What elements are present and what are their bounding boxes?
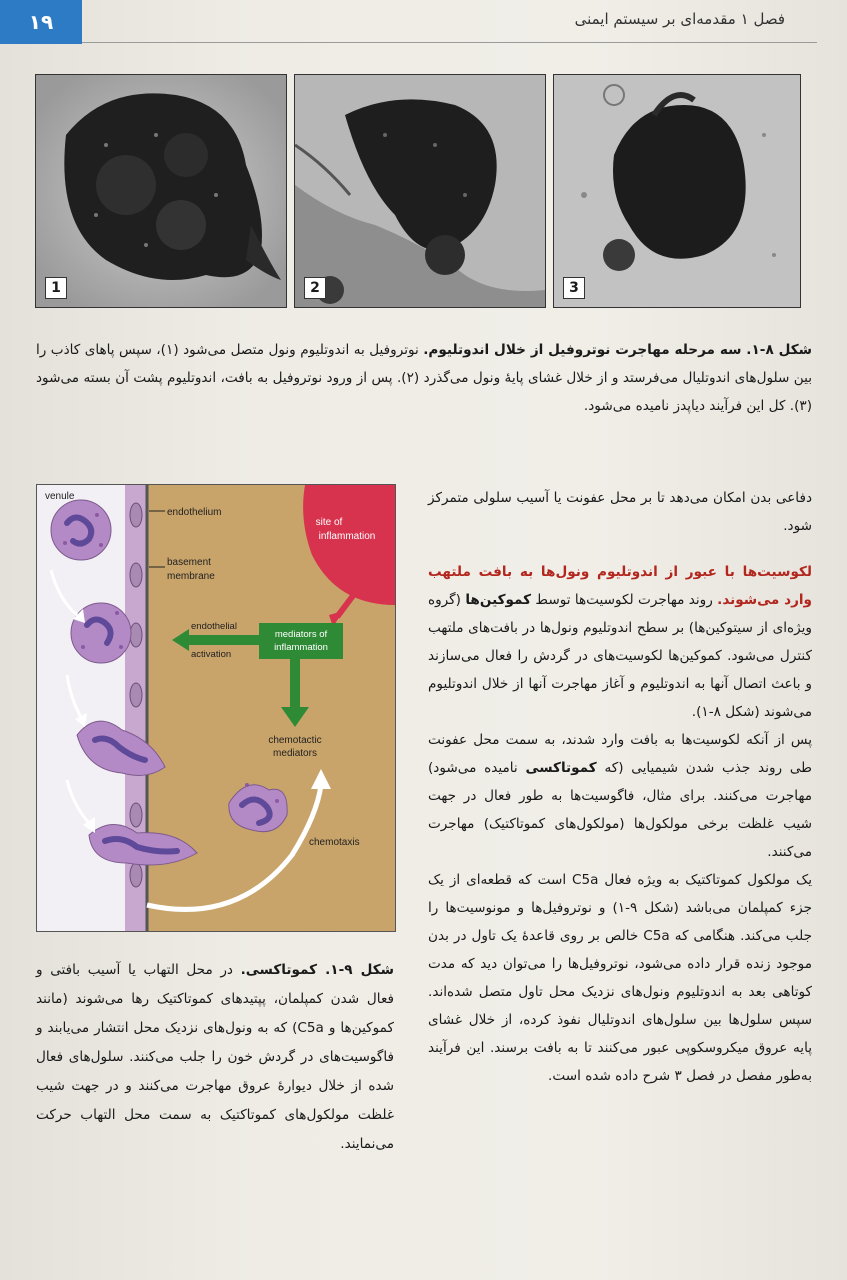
site-label-1: site of: [315, 517, 343, 528]
paragraph-2-text-a: روند مهاجرت لکوسیت‌ها توسط: [531, 592, 718, 608]
micrograph-panel-2: [294, 74, 546, 308]
chemotaxis-diagram: [36, 484, 396, 932]
endo-activation-label-2: activation: [191, 649, 232, 660]
paragraph-3-text-b: نامیده می‌شود) مهاجرت می‌کنند. برای مثال، فاگوسیت‌ها به طور فعال در جهت شیب غلظت برخی مولکول‌ها (مولکول‌های کموتاکتیک) مهاجرت می‌کنند.: [428, 760, 812, 860]
chemotactic-label-2: mediators: [273, 748, 317, 759]
mediator-label-2: inflammation: [274, 642, 328, 653]
micrograph-3-image: [554, 75, 800, 307]
endothelium-label: endothelium: [167, 507, 222, 518]
basement-label-1: basement: [167, 557, 211, 568]
header-divider: [82, 42, 817, 43]
basement-label-2: membrane: [167, 571, 215, 582]
figure-9-caption: [36, 956, 394, 1159]
figure-8-caption-title: شکل ۸-۱. سه مرحله مهاجرت نوتروفیل از خلال اندوتلیوم.: [423, 342, 813, 358]
endo-activation-label-1: endothelial: [191, 621, 237, 632]
mediator-label-1: mediators of: [274, 629, 328, 640]
paragraph-4: یک مولکول کموتاکتیک به ویژه فعال C5a است که قطعه‌ای از یک جزء کمپلمان می‌باشد (شکل ۹-۱) و نوتروفیل‌ها و مونوسیت‌ها را جلب می‌کند. هنگامی که C5a خالص بر روی قاعدهٔ یک تاول در بدن موجود زنده قرار داده می‌شود، نوتروفیل‌ها را می‌توان دید که مدت کوتاهی بعد به اندوتلیوم ونول‌های نزدیک محل تاول متصل شده‌اند. سپس سلول‌ها بین سلول‌های اندوتلیال نفوذ کرده، از خلال غشای پایه عروق میکروسکوپی عبور می‌کنند تا به بافت برسند. این فرآیند به‌طور مفصل در فصل ۳ شرح داده شده است.: [428, 872, 813, 1084]
micrograph-panel-3: [553, 74, 801, 308]
neutrophil-1: [51, 500, 111, 560]
paragraph-1: دفاعی بدن امکان می‌دهد تا بر محل عفونت یا آسیب سلولی متمرکز شود.: [428, 490, 812, 534]
body-text: [428, 484, 812, 1090]
panel-label-1: 1: [45, 277, 67, 299]
paragraph-2-heading: لکوسیت‌ها با عبور از اندوتلیوم ونول‌ها به بافت ملتهب وارد می‌شوند.: [428, 564, 813, 608]
page-header: [0, 0, 847, 44]
paragraph-3: [428, 726, 812, 866]
micrograph-panel-1: [35, 74, 287, 308]
page-number: ۱۹: [0, 0, 82, 44]
paragraph-3-text-a: پس از آنکه لکوسیت‌ها به بافت وارد شدند، به سمت محل عفونت طی روند جذب شدن شیمیایی (که: [428, 732, 812, 776]
chemotactic-label-1: chemotactic: [268, 735, 322, 746]
figure-8-caption: [36, 336, 812, 420]
paragraph-2-text-b: (گروه ویژه‌ای از سیتوکین‌ها) بر سطح اندوتلیوم ونول‌ها در بافت‌های ملتهب کنترل می‌شود. کموکین‌ها لکوسیت‌های در گردش را فعال می‌سازند و باعث اتصال آنها به اندوتلیوم و آغاز مهاجرت آنها از خلال اندوتلیوم می‌شوند (شکل ۸-۱).: [428, 592, 812, 720]
figure-8-caption-text: نوتروفیل به اندوتلیوم ونول متصل می‌شود (۱)، سپس پاهای کاذب را بین سلول‌های اندوتلیال می‌فرستد و از خلال غشای پایهٔ ونول می‌گذرد (۲). پس از ورود نوتروفیل به بافت، اندوتلیوم پشت آن بسته می‌شود (۳). کل این فرآیند دیاپدز نامیده می‌شود.: [36, 342, 813, 414]
micrograph-1-image: [36, 75, 286, 307]
micrograph-2-image: [295, 75, 545, 307]
chemotaxis-label: chemotaxis: [309, 837, 360, 848]
panel-label-3: 3: [563, 277, 585, 299]
figure-9-caption-text: در محل التهاب یا آسیب بافتی و فعال شدن کمپلمان، پپتیدهای کموتاکتیک رها می‌شوند (مانند کموکین‌ها و C5a) که به ونول‌های نزدیک محل انتشار می‌یابند و فاگوسیت‌های در گردش خون را جلب می‌کنند. سلول‌های فعال شده از خلال دیوارهٔ عروق مهاجرت می‌کنند و در جهت شیب غلظت مولکول‌های کموتاکتیک به سمت محل التهاب حرکت می‌نمایند.: [36, 962, 394, 1152]
site-label-2: inflammation: [318, 531, 376, 542]
panel-label-2: 2: [304, 277, 326, 299]
chapter-title: فصل ۱ مقدمه‌ای بر سیستم ایمنی: [574, 10, 785, 28]
neutrophil-5: [229, 785, 287, 832]
paragraph-2-bold: کموکین‌ها: [465, 592, 532, 608]
figure-9-caption-title: شکل ۹-۱. کموتاکسی.: [240, 962, 394, 978]
venule-label: venule: [45, 491, 75, 502]
paragraph-2: [428, 558, 812, 726]
paragraph-3-bold: کموتاکسی: [525, 760, 597, 776]
